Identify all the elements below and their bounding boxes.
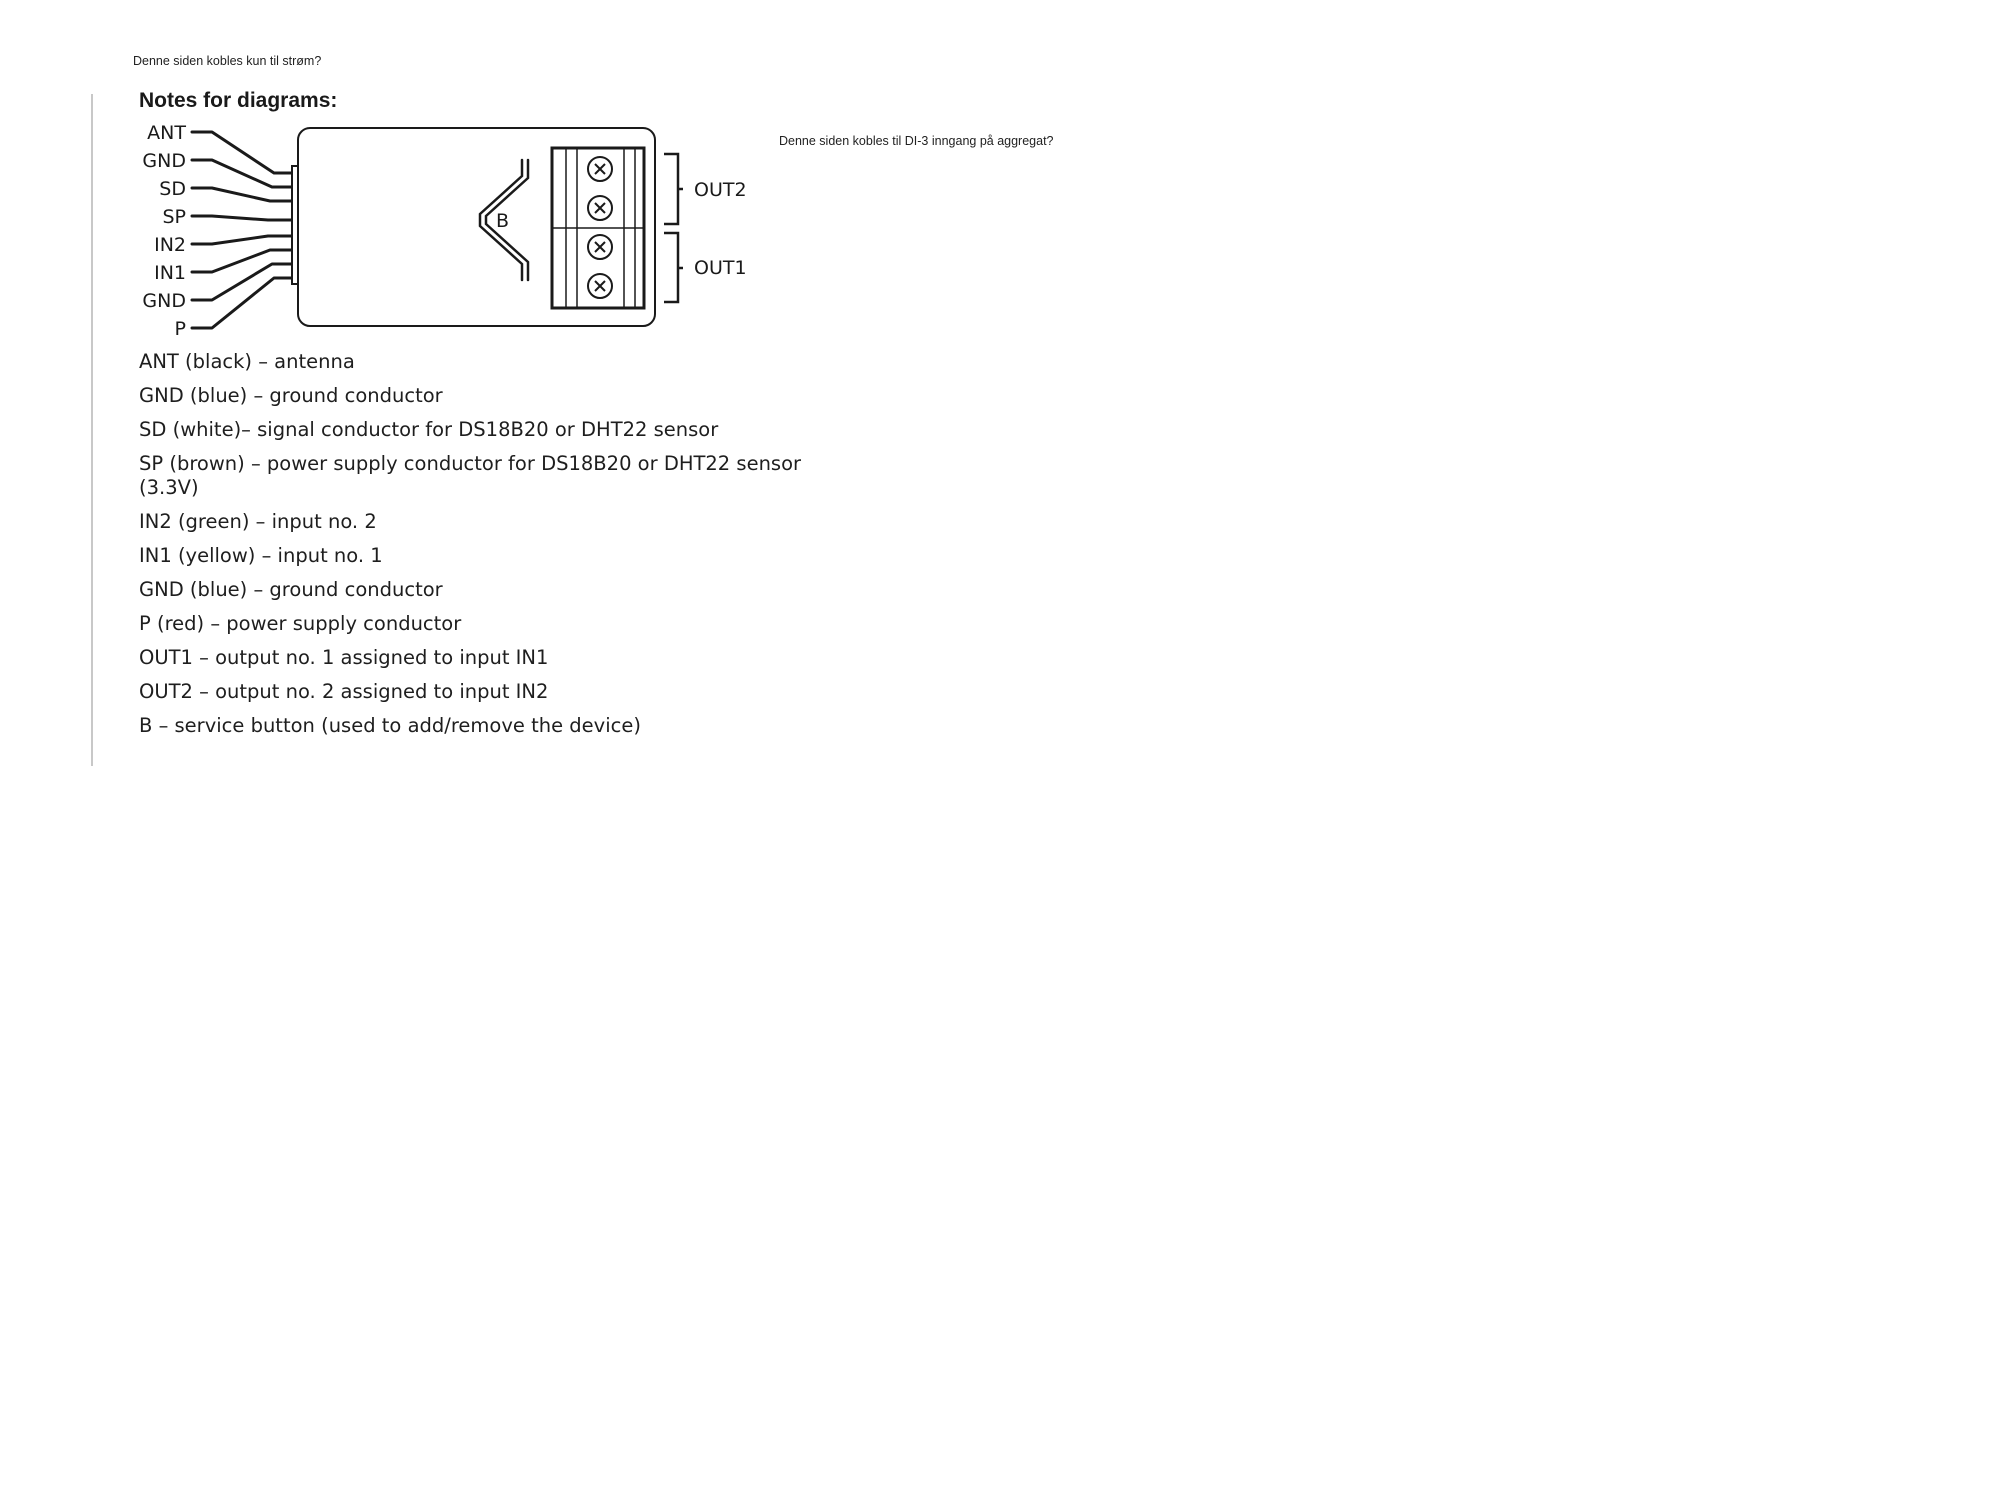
wire-sp [192,216,294,220]
button-label: B [496,210,510,232]
out2-label: OUT2 [694,179,747,201]
wire-p [192,278,294,328]
legend-item-in2: IN2 (green) – input no. 2 [139,510,377,533]
wire-in1 [192,250,294,272]
note-di3-side: Denne siden kobles til DI-3 inngang på aggregat? [779,134,1054,148]
out2-bracket [664,154,683,224]
legend-item-gnd-2: GND (blue) – ground conductor [139,578,443,601]
wire-in2 [192,236,294,244]
legend-item-sd: SD (white)– signal conductor for DS18B20 or DHT22 sensor [139,418,719,441]
pin-label-sd: SD [159,178,186,200]
legend-item-b: B – service button (used to add/remove the device) [139,714,641,737]
pin-label-ant: ANT [147,122,186,144]
pin-label-in1: IN1 [154,262,186,284]
pin-legend [139,350,829,748]
margin-bar [91,94,93,766]
legend-item-out1: OUT1 – output no. 1 assigned to input IN1 [139,646,549,669]
wire-gnd-2 [192,264,294,300]
pin-label-in2: IN2 [154,234,186,256]
pin-label-gnd-2: GND [142,290,186,312]
legend-item-ant: ANT (black) – antenna [139,350,355,373]
note-power-side: Denne siden kobles kun til strøm? [133,54,322,68]
legend-item-gnd-1: GND (blue) – ground conductor [139,384,443,407]
legend-item-sp: SP (brown) – power supply conductor for DS18B20 or DHT22 sensor (3.3V) [139,452,802,499]
wire-sd [192,188,294,201]
legend-item-in1: IN1 (yellow) – input no. 1 [139,544,383,567]
pin-label-gnd-1: GND [142,150,186,172]
pin-label-p: P [174,318,186,340]
out1-label: OUT1 [694,257,747,279]
pin-label-sp: SP [162,206,186,228]
wiring-diagram [130,116,770,346]
out1-bracket [664,233,683,302]
legend-item-out2: OUT2 – output no. 2 assigned to input IN2 [139,680,549,703]
diagram-heading: Notes for diagrams: [139,89,338,112]
legend-item-p: P (red) – power supply conductor [139,612,462,635]
wire-ant [192,132,294,173]
